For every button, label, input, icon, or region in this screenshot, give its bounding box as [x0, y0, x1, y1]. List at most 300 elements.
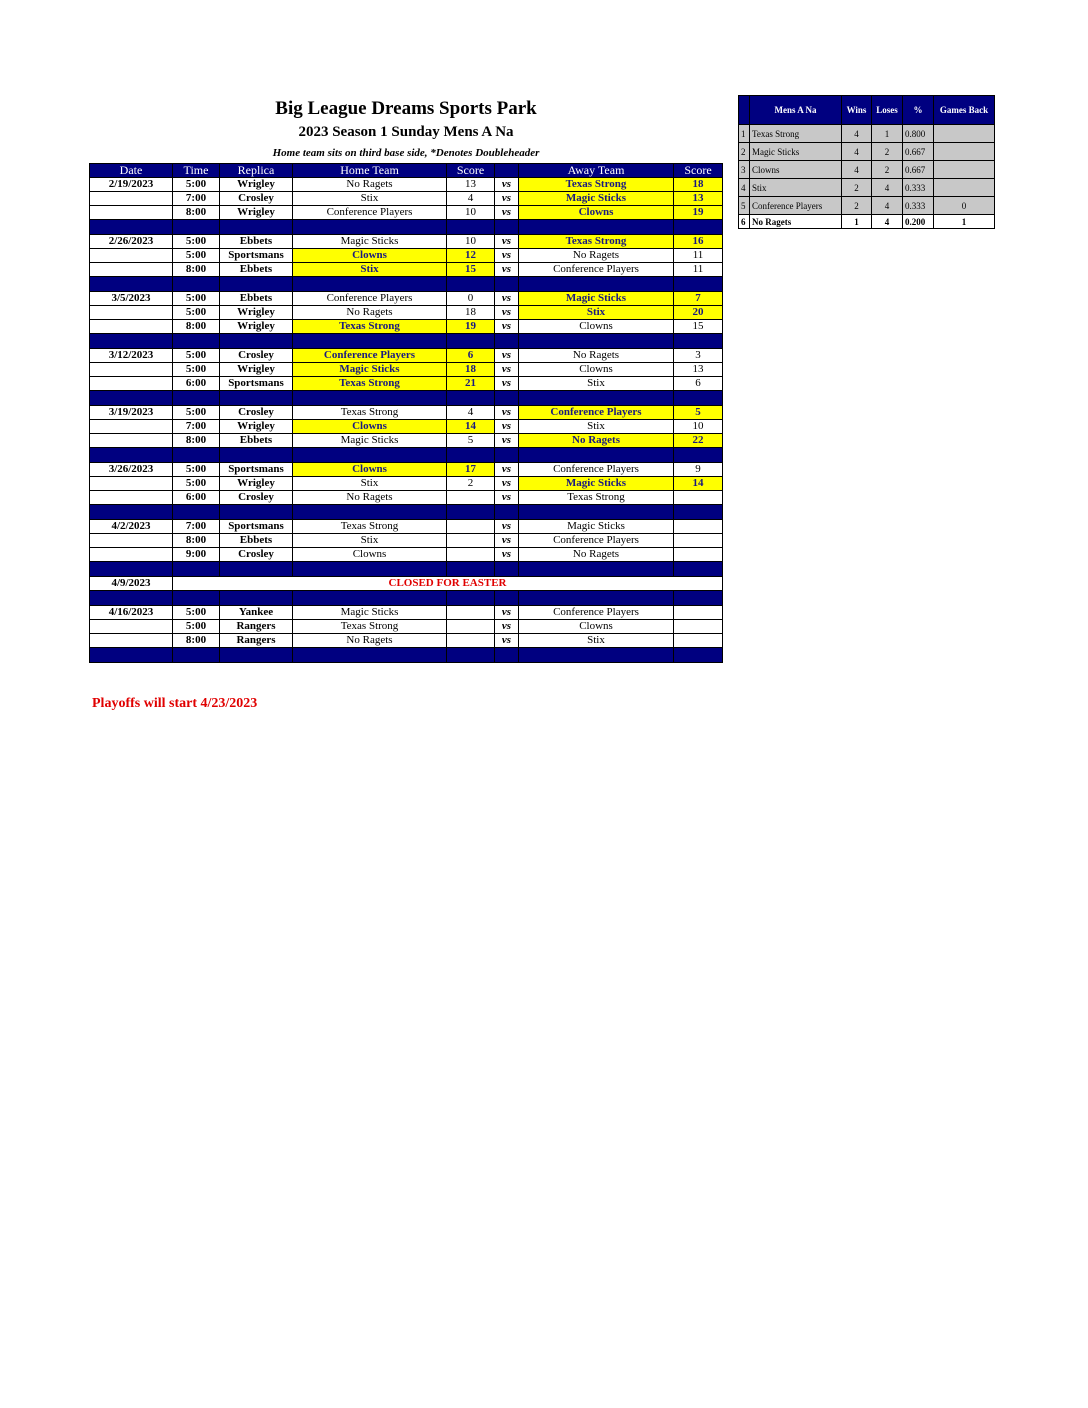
separator-cell	[173, 591, 220, 606]
home-team: Magic Sticks	[293, 434, 447, 448]
game-time: 5:00	[173, 363, 220, 377]
standings-losses: 2	[872, 143, 903, 161]
away-team: Conference Players	[519, 606, 674, 620]
vs-label: vs	[495, 363, 519, 377]
game-date	[90, 206, 173, 220]
game-field: Crosley	[220, 548, 293, 562]
separator-cell	[220, 220, 293, 235]
standings-games-back: 0	[934, 197, 995, 215]
away-score	[674, 548, 723, 562]
week-separator	[90, 562, 723, 577]
away-team: Magic Sticks	[519, 520, 674, 534]
game-row	[90, 249, 723, 263]
separator-cell	[495, 448, 519, 463]
separator-cell	[495, 505, 519, 520]
home-team: Clowns	[293, 463, 447, 477]
separator-cell	[519, 562, 674, 577]
home-team: Magic Sticks	[293, 606, 447, 620]
week-separator	[90, 220, 723, 235]
separator-cell	[90, 448, 173, 463]
separator-cell	[447, 334, 495, 349]
game-date	[90, 548, 173, 562]
home-team: No Ragets	[293, 306, 447, 320]
separator-cell	[519, 648, 674, 663]
vs-label: vs	[495, 606, 519, 620]
home-team: Stix	[293, 192, 447, 206]
separator-cell	[173, 505, 220, 520]
game-date	[90, 620, 173, 634]
home-team: Clowns	[293, 548, 447, 562]
away-team: No Ragets	[519, 349, 674, 363]
separator-cell	[674, 334, 723, 349]
separator-cell	[220, 562, 293, 577]
game-time: 5:00	[173, 349, 220, 363]
game-row	[90, 520, 723, 534]
away-team: Clowns	[519, 320, 674, 334]
game-date	[90, 192, 173, 206]
game-time: 5:00	[173, 235, 220, 249]
week-separator	[90, 334, 723, 349]
home-score	[447, 620, 495, 634]
game-row	[90, 235, 723, 249]
home-team: Stix	[293, 263, 447, 277]
game-time: 5:00	[173, 178, 220, 192]
col-home-team-header: Home Team	[293, 164, 447, 178]
away-team: Stix	[519, 306, 674, 320]
standings-pct: 0.333	[903, 179, 934, 197]
game-field: Crosley	[220, 491, 293, 505]
away-score: 20	[674, 306, 723, 320]
separator-cell	[220, 334, 293, 349]
vs-label: vs	[495, 192, 519, 206]
game-row	[90, 406, 723, 420]
separator-cell	[90, 220, 173, 235]
away-score: 3	[674, 349, 723, 363]
standings-rank: 1	[739, 125, 750, 143]
schedule-table	[89, 163, 723, 663]
home-team: Stix	[293, 534, 447, 548]
separator-cell	[495, 220, 519, 235]
standings-division-header: Mens A Na	[750, 96, 842, 125]
vs-label: vs	[495, 491, 519, 505]
separator-cell	[293, 220, 447, 235]
away-team: Clowns	[519, 620, 674, 634]
away-score: 14	[674, 477, 723, 491]
standings-row	[739, 125, 995, 143]
away-score: 11	[674, 263, 723, 277]
standings-team: Stix	[750, 179, 842, 197]
away-team: Magic Sticks	[519, 477, 674, 491]
game-field: Rangers	[220, 620, 293, 634]
game-date: 3/12/2023	[90, 349, 173, 363]
game-date	[90, 634, 173, 648]
home-score	[447, 491, 495, 505]
schedule-body	[90, 178, 723, 663]
separator-cell	[220, 391, 293, 406]
vs-label: vs	[495, 477, 519, 491]
closed-message: CLOSED FOR EASTER	[173, 577, 723, 591]
vs-label: vs	[495, 178, 519, 192]
separator-cell	[495, 277, 519, 292]
separator-cell	[674, 448, 723, 463]
col-time-header: Time	[173, 164, 220, 178]
separator-cell	[519, 505, 674, 520]
game-time: 5:00	[173, 292, 220, 306]
away-team: Texas Strong	[519, 178, 674, 192]
separator-cell	[293, 334, 447, 349]
away-score	[674, 634, 723, 648]
game-time: 7:00	[173, 192, 220, 206]
game-time: 5:00	[173, 477, 220, 491]
standings-team: Clowns	[750, 161, 842, 179]
game-field: Wrigley	[220, 178, 293, 192]
schedule-header-row	[90, 164, 723, 178]
separator-cell	[674, 591, 723, 606]
game-field: Sportsmans	[220, 520, 293, 534]
separator-cell	[447, 391, 495, 406]
vs-label: vs	[495, 249, 519, 263]
standings-rank: 5	[739, 197, 750, 215]
game-field: Sportsmans	[220, 377, 293, 391]
home-score: 17	[447, 463, 495, 477]
standings-wins-header: Wins	[842, 96, 872, 125]
page-subtitle: 2023 Season 1 Sunday Mens A Na	[298, 124, 514, 140]
home-score: 12	[447, 249, 495, 263]
standings-losses: 1	[872, 125, 903, 143]
separator-cell	[90, 562, 173, 577]
vs-label: vs	[495, 463, 519, 477]
standings-table	[738, 95, 995, 229]
away-score: 19	[674, 206, 723, 220]
separator-cell	[293, 648, 447, 663]
standings-wins: 4	[842, 125, 872, 143]
standings-body	[739, 125, 995, 229]
separator-cell	[293, 505, 447, 520]
home-score: 10	[447, 206, 495, 220]
separator-cell	[447, 648, 495, 663]
game-row	[90, 263, 723, 277]
home-team: Texas Strong	[293, 520, 447, 534]
vs-label: vs	[495, 406, 519, 420]
separator-cell	[90, 648, 173, 663]
separator-cell	[519, 220, 674, 235]
game-field: Ebbets	[220, 235, 293, 249]
game-field: Ebbets	[220, 263, 293, 277]
away-score	[674, 606, 723, 620]
vs-label: vs	[495, 420, 519, 434]
separator-cell	[90, 334, 173, 349]
separator-cell	[519, 591, 674, 606]
separator-cell	[90, 391, 173, 406]
game-date	[90, 263, 173, 277]
standings-wins: 2	[842, 179, 872, 197]
home-score	[447, 520, 495, 534]
col-away-score-header: Score	[674, 164, 723, 178]
game-row	[90, 548, 723, 562]
away-team: Conference Players	[519, 406, 674, 420]
vs-label: vs	[495, 306, 519, 320]
game-field: Ebbets	[220, 292, 293, 306]
week-separator	[90, 648, 723, 663]
away-score: 11	[674, 249, 723, 263]
game-time: 5:00	[173, 306, 220, 320]
separator-cell	[674, 277, 723, 292]
game-row	[90, 206, 723, 220]
col-away-team-header: Away Team	[519, 164, 674, 178]
game-row	[90, 349, 723, 363]
game-field: Rangers	[220, 634, 293, 648]
vs-label: vs	[495, 620, 519, 634]
separator-cell	[447, 591, 495, 606]
away-score: 18	[674, 178, 723, 192]
game-field: Wrigley	[220, 477, 293, 491]
vs-label: vs	[495, 548, 519, 562]
away-team: Stix	[519, 420, 674, 434]
away-score: 6	[674, 377, 723, 391]
separator-cell	[220, 505, 293, 520]
home-score: 4	[447, 406, 495, 420]
game-date: 3/19/2023	[90, 406, 173, 420]
separator-cell	[495, 591, 519, 606]
schedule-note: Home team sits on third base side, *Denotes Doubleheader	[272, 147, 540, 159]
standings-pct-header: %	[903, 96, 934, 125]
game-date	[90, 377, 173, 391]
game-field: Wrigley	[220, 420, 293, 434]
home-score	[447, 606, 495, 620]
separator-cell	[519, 448, 674, 463]
separator-cell	[220, 448, 293, 463]
game-field: Wrigley	[220, 306, 293, 320]
vs-label: vs	[495, 206, 519, 220]
away-team: Texas Strong	[519, 235, 674, 249]
game-date	[90, 306, 173, 320]
home-team: No Ragets	[293, 634, 447, 648]
separator-cell	[173, 334, 220, 349]
vs-label: vs	[495, 320, 519, 334]
separator-cell	[220, 591, 293, 606]
standings-rank: 2	[739, 143, 750, 161]
home-team: No Ragets	[293, 178, 447, 192]
standings-team: No Ragets	[750, 215, 842, 229]
away-team: Magic Sticks	[519, 192, 674, 206]
game-date	[90, 477, 173, 491]
home-score: 4	[447, 192, 495, 206]
separator-cell	[293, 591, 447, 606]
separator-cell	[90, 591, 173, 606]
home-team: Clowns	[293, 420, 447, 434]
game-date	[90, 363, 173, 377]
game-time: 6:00	[173, 491, 220, 505]
separator-cell	[293, 391, 447, 406]
standings-header-row	[739, 96, 995, 125]
game-field: Crosley	[220, 192, 293, 206]
away-score: 15	[674, 320, 723, 334]
standings-rank-header	[739, 96, 750, 125]
game-date	[90, 320, 173, 334]
game-row	[90, 320, 723, 334]
game-time: 8:00	[173, 634, 220, 648]
separator-cell	[674, 562, 723, 577]
separator-cell	[495, 648, 519, 663]
standings-team: Texas Strong	[750, 125, 842, 143]
separator-cell	[173, 277, 220, 292]
playoffs-note: Playoffs will start 4/23/2023	[92, 696, 258, 711]
away-score	[674, 491, 723, 505]
home-team: Texas Strong	[293, 377, 447, 391]
game-row	[90, 606, 723, 620]
home-score: 18	[447, 306, 495, 320]
separator-cell	[447, 562, 495, 577]
game-date: 2/19/2023	[90, 178, 173, 192]
game-field: Yankee	[220, 606, 293, 620]
home-score: 13	[447, 178, 495, 192]
separator-cell	[173, 448, 220, 463]
home-score: 19	[447, 320, 495, 334]
game-date	[90, 434, 173, 448]
game-time: 5:00	[173, 463, 220, 477]
home-score: 2	[447, 477, 495, 491]
away-team: Clowns	[519, 206, 674, 220]
vs-label: vs	[495, 235, 519, 249]
col-replica-header: Replica	[220, 164, 293, 178]
home-team: Magic Sticks	[293, 235, 447, 249]
game-row	[90, 434, 723, 448]
week-separator	[90, 391, 723, 406]
vs-label: vs	[495, 349, 519, 363]
home-score: 18	[447, 363, 495, 377]
away-team: No Ragets	[519, 434, 674, 448]
game-time: 8:00	[173, 534, 220, 548]
week-separator	[90, 448, 723, 463]
standings-games-back	[934, 179, 995, 197]
vs-label: vs	[495, 520, 519, 534]
standings-pct: 0.200	[903, 215, 934, 229]
home-team: No Ragets	[293, 491, 447, 505]
game-row	[90, 363, 723, 377]
game-time: 7:00	[173, 420, 220, 434]
separator-cell	[173, 648, 220, 663]
away-score: 22	[674, 434, 723, 448]
home-team: Clowns	[293, 249, 447, 263]
standings-losses-header: Loses	[872, 96, 903, 125]
home-team: Conference Players	[293, 206, 447, 220]
standings-row	[739, 215, 995, 229]
away-team: Clowns	[519, 363, 674, 377]
standings-team: Conference Players	[750, 197, 842, 215]
home-score	[447, 634, 495, 648]
home-score: 6	[447, 349, 495, 363]
game-time: 8:00	[173, 434, 220, 448]
standings-losses: 4	[872, 197, 903, 215]
standings-losses: 4	[872, 179, 903, 197]
standings-wins: 2	[842, 197, 872, 215]
game-date: 4/16/2023	[90, 606, 173, 620]
standings-games-back	[934, 161, 995, 179]
game-row	[90, 292, 723, 306]
standings-games-back	[934, 125, 995, 143]
vs-label: vs	[495, 377, 519, 391]
separator-cell	[220, 277, 293, 292]
game-time: 5:00	[173, 249, 220, 263]
home-team: Magic Sticks	[293, 363, 447, 377]
separator-cell	[293, 448, 447, 463]
game-date	[90, 534, 173, 548]
week-separator	[90, 591, 723, 606]
separator-cell	[519, 334, 674, 349]
standings-pct: 0.800	[903, 125, 934, 143]
standings-row	[739, 179, 995, 197]
game-row	[90, 491, 723, 505]
col-vs-header	[495, 164, 519, 178]
separator-cell	[173, 562, 220, 577]
separator-cell	[90, 277, 173, 292]
game-date: 2/26/2023	[90, 235, 173, 249]
away-team: Conference Players	[519, 534, 674, 548]
game-field: Wrigley	[220, 320, 293, 334]
away-score	[674, 620, 723, 634]
home-score	[447, 548, 495, 562]
standings-rank: 3	[739, 161, 750, 179]
separator-cell	[519, 277, 674, 292]
game-row	[90, 420, 723, 434]
home-team: Texas Strong	[293, 406, 447, 420]
game-row	[90, 534, 723, 548]
game-time: 6:00	[173, 377, 220, 391]
separator-cell	[495, 391, 519, 406]
standings-wins: 4	[842, 161, 872, 179]
separator-cell	[447, 277, 495, 292]
separator-cell	[519, 391, 674, 406]
home-score: 0	[447, 292, 495, 306]
game-field: Ebbets	[220, 534, 293, 548]
game-row	[90, 477, 723, 491]
separator-cell	[90, 505, 173, 520]
standings-team: Magic Sticks	[750, 143, 842, 161]
game-date	[90, 249, 173, 263]
home-score: 14	[447, 420, 495, 434]
separator-cell	[447, 448, 495, 463]
game-date	[90, 491, 173, 505]
away-team: Magic Sticks	[519, 292, 674, 306]
game-time: 8:00	[173, 206, 220, 220]
game-row	[90, 463, 723, 477]
game-time: 5:00	[173, 406, 220, 420]
home-team: Conference Players	[293, 292, 447, 306]
separator-cell	[495, 334, 519, 349]
home-team: Conference Players	[293, 349, 447, 363]
away-score: 9	[674, 463, 723, 477]
standings-row	[739, 161, 995, 179]
vs-label: vs	[495, 634, 519, 648]
away-score	[674, 534, 723, 548]
game-time: 9:00	[173, 548, 220, 562]
standings-row	[739, 197, 995, 215]
game-time: 5:00	[173, 606, 220, 620]
separator-cell	[220, 648, 293, 663]
separator-cell	[495, 562, 519, 577]
game-date: 3/5/2023	[90, 292, 173, 306]
standings-wins: 4	[842, 143, 872, 161]
away-score: 5	[674, 406, 723, 420]
closed-row	[90, 577, 723, 591]
home-team: Texas Strong	[293, 320, 447, 334]
standings-wins: 1	[842, 215, 872, 229]
home-score: 15	[447, 263, 495, 277]
away-team: No Ragets	[519, 548, 674, 562]
away-score	[674, 520, 723, 534]
vs-label: vs	[495, 534, 519, 548]
separator-cell	[674, 648, 723, 663]
